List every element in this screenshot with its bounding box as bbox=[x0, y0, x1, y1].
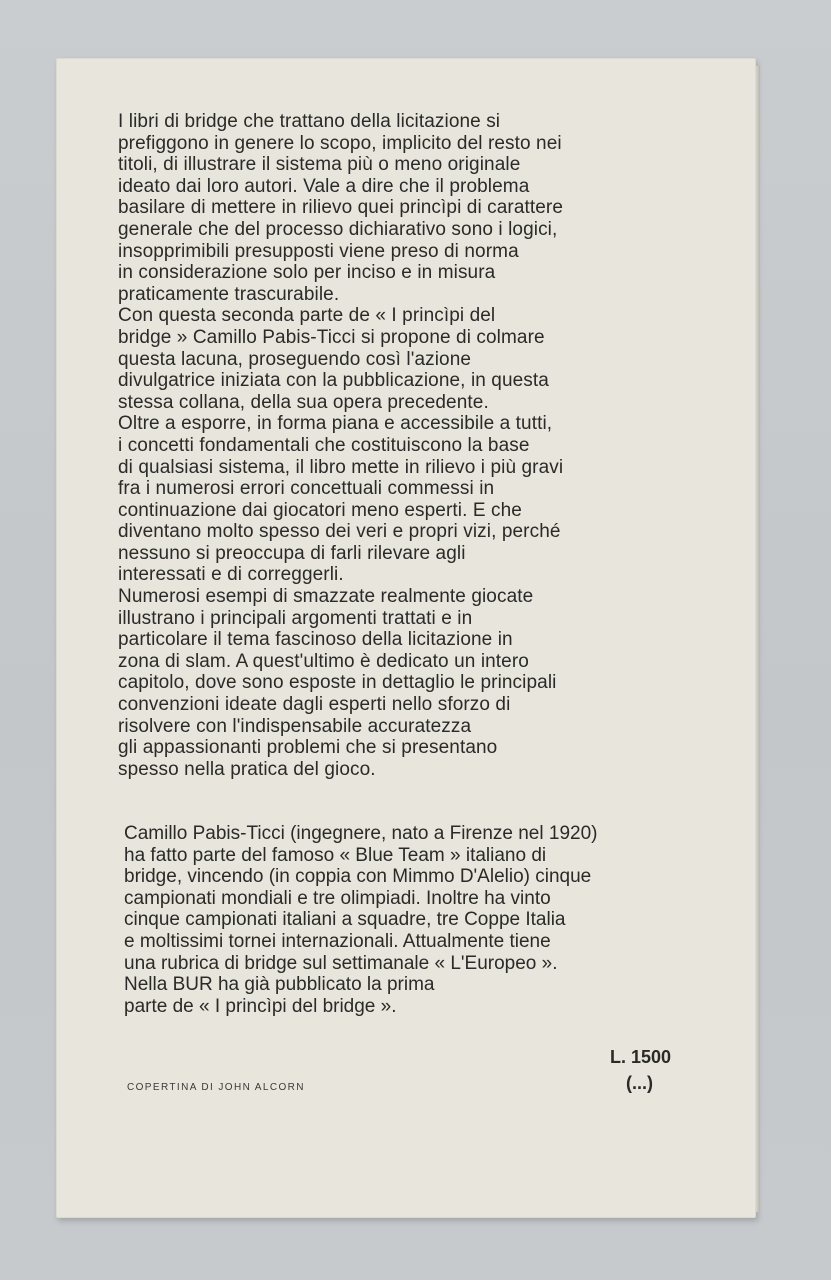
text-line: risolvere con l'indispensabile accuratezza bbox=[118, 715, 472, 737]
bio-line: parte de « I princìpi del bridge ». bbox=[124, 995, 397, 1017]
text-line: zona di slam. A quest'ultimo è dedicato un intero bbox=[118, 650, 529, 672]
author-bio bbox=[124, 823, 724, 1017]
text-line: in considerazione solo per inciso e in misura bbox=[118, 262, 496, 284]
bio-line: una rubrica di bridge sul settimanale « L'Europeo ». bbox=[124, 952, 558, 974]
text-line: generale che del processo dichiarativo sono i logici, bbox=[118, 218, 558, 240]
catalog-code: (...) bbox=[626, 1073, 653, 1093]
text-line: convenzioni ideate dagli esperti nello sforzo di bbox=[118, 694, 511, 716]
bio-line: Camillo Pabis-Ticci (ingegnere, nato a Firenze nel 1920) bbox=[124, 823, 598, 844]
text-line: spesso nella pratica del gioco. bbox=[118, 758, 376, 780]
text-line: particolare il tema fascinoso della licitazione in bbox=[118, 629, 513, 651]
text-line: insopprimibili presupposti viene preso di norma bbox=[118, 240, 519, 262]
text-line: stessa collana, della sua opera precedente. bbox=[118, 391, 489, 413]
text-line: Numerosi esempi di smazzate realmente giocate bbox=[118, 586, 534, 608]
text-line: Oltre a esporre, in forma piana e accessibile a tutti, bbox=[118, 413, 553, 435]
text-line: I libri di bridge che trattano della licitazione si bbox=[118, 111, 501, 132]
bio-line: campionati mondiali e tre olimpiadi. Inoltre ha vinto bbox=[124, 887, 551, 909]
price-label: L. 1500 bbox=[610, 1047, 672, 1067]
text-line: fra i numerosi errori concettuali commessi in bbox=[118, 478, 495, 500]
text-line: bridge » Camillo Pabis-Ticci si propone di colmare bbox=[118, 326, 545, 348]
text-line: prefiggono in genere lo scopo, implicito del resto nei bbox=[118, 132, 562, 154]
text-line: nessuno si preoccupa di farli rilevare agli bbox=[118, 542, 466, 564]
text-line: Con questa seconda parte de « I princìpi del bbox=[118, 305, 496, 327]
bio-line: ha fatto parte del famoso « Blue Team » italiano di bbox=[124, 844, 547, 866]
bio-line: cinque campionati italiani a squadre, tre Coppe Italia bbox=[124, 909, 566, 931]
text-line: diventano molto spesso dei veri e propri vizi, perché bbox=[118, 521, 561, 543]
text-line: questa lacuna, proseguendo così l'azione bbox=[118, 348, 472, 370]
text-line: titoli, di illustrare il sistema più o meno originale bbox=[118, 154, 521, 176]
text-line: i concetti fondamentali che costituiscono la base bbox=[118, 434, 530, 456]
text-line: interessati e di correggerli. bbox=[118, 564, 344, 586]
bio-line: bridge, vincendo (in coppia con Mimmo D'Alelio) cinque bbox=[124, 866, 592, 888]
text-line: continuazione dai giocatori meno esperti. E che bbox=[118, 499, 522, 521]
text-line: ideato dai loro autori. Vale a dire che il problema bbox=[118, 175, 530, 197]
text-line: praticamente trascurabile. bbox=[118, 283, 340, 305]
blurb-text bbox=[118, 111, 718, 780]
text-line: basilare di mettere in rilievo quei princìpi di carattere bbox=[118, 197, 564, 219]
cover-credit: COPERTINA DI JOHN ALCORN bbox=[127, 1082, 305, 1093]
text-line: gli appassionanti problemi che si presentano bbox=[118, 737, 498, 759]
text-line: capitolo, dove sono esposte in dettaglio le principali bbox=[118, 672, 557, 694]
text-line: illustrano i principali argomenti trattati e in bbox=[118, 607, 473, 629]
text-line: divulgatrice iniziata con la pubblicazione, in questa bbox=[118, 370, 549, 392]
bio-line: e moltissimi tornei internazionali. Attualmente tiene bbox=[124, 930, 551, 952]
text-line: di qualsiasi sistema, il libro mette in rilievo i più gravi bbox=[118, 456, 564, 478]
bio-line: Nella BUR ha già pubblicato la prima bbox=[124, 974, 435, 996]
